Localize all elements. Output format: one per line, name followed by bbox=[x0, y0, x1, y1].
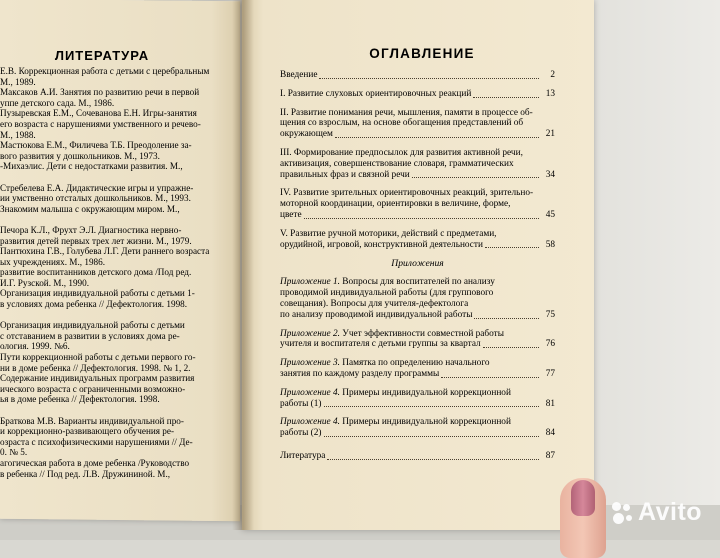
background-right bbox=[585, 0, 720, 540]
reference-line: ология. 1999. №6. bbox=[0, 341, 70, 352]
appendix-title: Примеры индивидуальной коррекционной bbox=[339, 417, 511, 428]
reference-line: ых учреждениях. М., 1986. bbox=[0, 256, 106, 267]
page-number: 75 bbox=[545, 309, 555, 320]
reference-line: ического возраста с ограниченными возможно- bbox=[0, 383, 186, 394]
leader-dots bbox=[474, 317, 539, 319]
reference-line: в ребенка // Под ред. Л.В. Дружининой. М., bbox=[0, 468, 171, 479]
reference-line: и коррекционно-развивающего обучения ре- bbox=[0, 426, 175, 437]
toc-line bbox=[280, 277, 555, 288]
page-number: 45 bbox=[545, 209, 555, 220]
leader-dots bbox=[485, 246, 539, 248]
toc-entry-text: по анализу проводимой индивидуальной работы bbox=[280, 309, 473, 320]
toc-entry-literature bbox=[280, 451, 555, 462]
leader-dots bbox=[319, 77, 539, 79]
reference-line: Максаков А.И. Занятия по развитию речи в первой bbox=[0, 87, 200, 98]
toc-entry-last-line bbox=[280, 369, 555, 380]
reference-line: уппе детского сада. М., 1986. bbox=[0, 97, 115, 108]
toc-entry-last-line bbox=[280, 451, 555, 462]
page-number: 21 bbox=[545, 129, 555, 140]
page-number: 34 bbox=[545, 169, 555, 180]
reference-line: развитие воспитанников детского дома /Под ред. bbox=[0, 267, 192, 278]
fingernail bbox=[571, 480, 595, 516]
literature-heading: ЛИТЕРАТУРА bbox=[54, 48, 150, 63]
appendix-number: Приложение 4. bbox=[280, 417, 340, 428]
reference-line: Мастюкова Е.М., Филичева Т.Б. Преодоление за- bbox=[0, 140, 192, 151]
leader-dots bbox=[324, 405, 539, 407]
page-number: 84 bbox=[545, 428, 555, 439]
toc-entry-text: занятия по каждому разделу программы bbox=[280, 368, 440, 379]
toc-appendix-entry bbox=[280, 329, 555, 351]
toc-entry-last-line bbox=[280, 310, 555, 321]
leader-dots bbox=[324, 435, 539, 437]
reference-line bbox=[0, 172, 236, 183]
reference-line: его возраста с нарушениями умственного и речево- bbox=[0, 118, 201, 129]
page-number: 87 bbox=[545, 450, 555, 461]
toc-line: щения со взрослым, на основе обогащения представлений об bbox=[280, 118, 524, 129]
page-number: 13 bbox=[545, 88, 555, 99]
reference-line: Организация индивидуальной работы с детьми bbox=[0, 320, 185, 331]
page-number: 76 bbox=[545, 339, 555, 350]
toc-entry-last-line bbox=[280, 399, 555, 410]
reference-line: Пути коррекционной работы с детьми первого го- bbox=[0, 352, 196, 363]
page-number: 81 bbox=[545, 398, 555, 409]
toc-line: V. Развитие ручной моторики, действий с предметами, bbox=[280, 228, 497, 239]
toc-entry bbox=[280, 148, 555, 180]
reference-line: ни в доме ребенка // Дефектология. 1998. № 1, 2. bbox=[0, 362, 191, 373]
appendix-title: Учет эффективности совместной работы bbox=[339, 328, 504, 339]
toc-entry bbox=[280, 229, 555, 251]
toc-line: проводимой индивидуальной работы (для группового bbox=[280, 288, 494, 299]
reference-list bbox=[0, 66, 236, 479]
toc-appendix-entry bbox=[280, 388, 555, 410]
toc-entry bbox=[280, 188, 555, 220]
appendix-title: Примеры индивидуальной коррекционной bbox=[339, 387, 511, 398]
reference-line: И.Г. Рузской. М., 1990. bbox=[0, 277, 90, 288]
page-number: 77 bbox=[545, 368, 555, 379]
toc-appendix-entry bbox=[280, 277, 555, 320]
appendix-number: Приложение 1. bbox=[280, 277, 340, 288]
reference-line: с отставанием в развитии в условиях дома ре- bbox=[0, 330, 180, 341]
leader-dots bbox=[412, 176, 539, 178]
reference-line: ья в доме ребенка // Дефектология. 1998. bbox=[0, 394, 160, 405]
reference-line: ии умственно отсталых дошкольников. М., 1993. bbox=[0, 193, 191, 204]
toc-entry-text: правильных фраз и связной речи bbox=[280, 169, 410, 180]
reference-line: 0. № 5. bbox=[0, 447, 28, 458]
toc-entry-text: I. Развитие слуховых ориентировочных реакций bbox=[280, 88, 472, 99]
reference-line: Стребелева Е.А. Дидактические игры и упражне- bbox=[0, 182, 194, 193]
avito-wordmark: Avito bbox=[638, 498, 703, 526]
toc-line bbox=[280, 417, 555, 428]
appendix-number: Приложение 2. bbox=[280, 328, 340, 339]
reference-line bbox=[0, 310, 236, 321]
reference-line: Содержание индивидуальных программ развития bbox=[0, 373, 195, 384]
toc-line: II. Развитие понимания речи, мышления, памяти в процессе об- bbox=[280, 107, 533, 118]
toc-line: активизация, совершенствование словаря, грамматических bbox=[280, 158, 514, 169]
toc-entry-last-line bbox=[280, 170, 555, 181]
toc-entry-last-line bbox=[280, 240, 555, 251]
toc-entry-last-line bbox=[280, 129, 555, 140]
contents-heading: ОГЛАВЛЕНИЕ bbox=[369, 46, 475, 61]
reference-line: Пузыревская Е.М., Сочеванова Е.Н. Игры-занятия bbox=[0, 108, 197, 119]
page-number: 58 bbox=[545, 239, 555, 250]
toc-entry bbox=[280, 108, 555, 140]
reference-line: озраста с психофизическими нарушениями // Де- bbox=[0, 436, 193, 447]
reference-line bbox=[0, 405, 236, 416]
toc-entry-text: работы (2) bbox=[280, 428, 322, 439]
toc-entry-text: цвете bbox=[280, 209, 302, 220]
reference-line: вого развития у дошкольников. М., 1973. bbox=[0, 150, 160, 161]
toc-line: IV. Развитие зрительных ориентировочных реакций, зрительно- bbox=[280, 188, 534, 199]
reference-line: Е.В. Коррекционная работа с детьми с церебральным bbox=[0, 66, 210, 76]
toc-entry bbox=[280, 89, 555, 100]
toc-appendix-entry bbox=[280, 417, 555, 439]
toc-entry-text: окружающем bbox=[280, 129, 333, 140]
appendix-title: Памятка по определению начального bbox=[339, 358, 490, 369]
reference-line: агогическая работа в доме ребенка /Руководство bbox=[0, 457, 190, 468]
reference-line: Печора К.Л., Фрухт Э.Л. Диагностика нервно- bbox=[0, 224, 182, 235]
toc-entry-last-line bbox=[280, 428, 555, 439]
page-number: 2 bbox=[550, 70, 555, 80]
toc-line bbox=[280, 329, 555, 340]
toc-line bbox=[280, 358, 555, 369]
toc-entry bbox=[280, 70, 555, 81]
toc-entry-last-line bbox=[280, 70, 555, 81]
reference-line: Пантюхина Г.В., Голубева Л.Г. Дети раннего возраста bbox=[0, 246, 210, 257]
reference-line: Организация индивидуальной работы с детьми 1- bbox=[0, 288, 195, 299]
leader-dots bbox=[327, 458, 539, 460]
appendix-title: Вопросы для воспитателей по анализу bbox=[339, 277, 495, 288]
leader-dots bbox=[304, 217, 539, 219]
toc-entry-text: Введение bbox=[280, 70, 318, 80]
appendix-number: Приложение 3. bbox=[280, 358, 340, 369]
toc-entry-last-line bbox=[280, 210, 555, 221]
toc-entry-text: орудийной, игровой, конструктивной деятельности bbox=[280, 239, 483, 250]
appendices-label: Приложения bbox=[391, 258, 444, 270]
reference-line: развития детей первых трех лет жизни. М., 1979. bbox=[0, 235, 192, 246]
reference-line: М., 1989. bbox=[0, 76, 36, 87]
leader-dots bbox=[483, 346, 539, 348]
toc-appendix-entry bbox=[280, 358, 555, 380]
leader-dots bbox=[335, 136, 539, 138]
reference-line: Браткова М.В. Варианты индивидуальной про- bbox=[0, 415, 184, 426]
leader-dots bbox=[441, 376, 539, 378]
table-of-contents bbox=[280, 70, 555, 470]
avito-watermark bbox=[612, 498, 702, 527]
reference-line: в условиях дома ребенка // Дефектология. 1998. bbox=[0, 299, 188, 310]
toc-entry-text: работы (1) bbox=[280, 398, 322, 409]
toc-entry-text: учителя и воспитателя с детьми группы за квартал bbox=[280, 339, 481, 350]
appendix-number: Приложение 4. bbox=[280, 387, 340, 398]
reference-line: М., 1988. bbox=[0, 129, 36, 140]
toc-entry-last-line bbox=[280, 339, 555, 350]
toc-line bbox=[280, 388, 555, 399]
toc-entry-last-line bbox=[280, 89, 555, 100]
reference-line: Знакомим малыша с окружающим миром. М., bbox=[0, 203, 180, 214]
toc-line: совещания). Вопросы для учителя-дефектолога bbox=[280, 298, 469, 309]
avito-logo-icon bbox=[612, 502, 634, 524]
toc-line: III. Формирование предпосылок для развития активной речи, bbox=[280, 147, 523, 158]
toc-line: моторной координации, ориентировки в величине, форме, bbox=[280, 199, 511, 210]
reference-line bbox=[0, 214, 236, 225]
leader-dots bbox=[473, 96, 539, 98]
toc-entry-text: Литература bbox=[280, 450, 326, 461]
reference-line: -Михаэлис. Дети с недостатками развития. М., bbox=[0, 161, 183, 172]
